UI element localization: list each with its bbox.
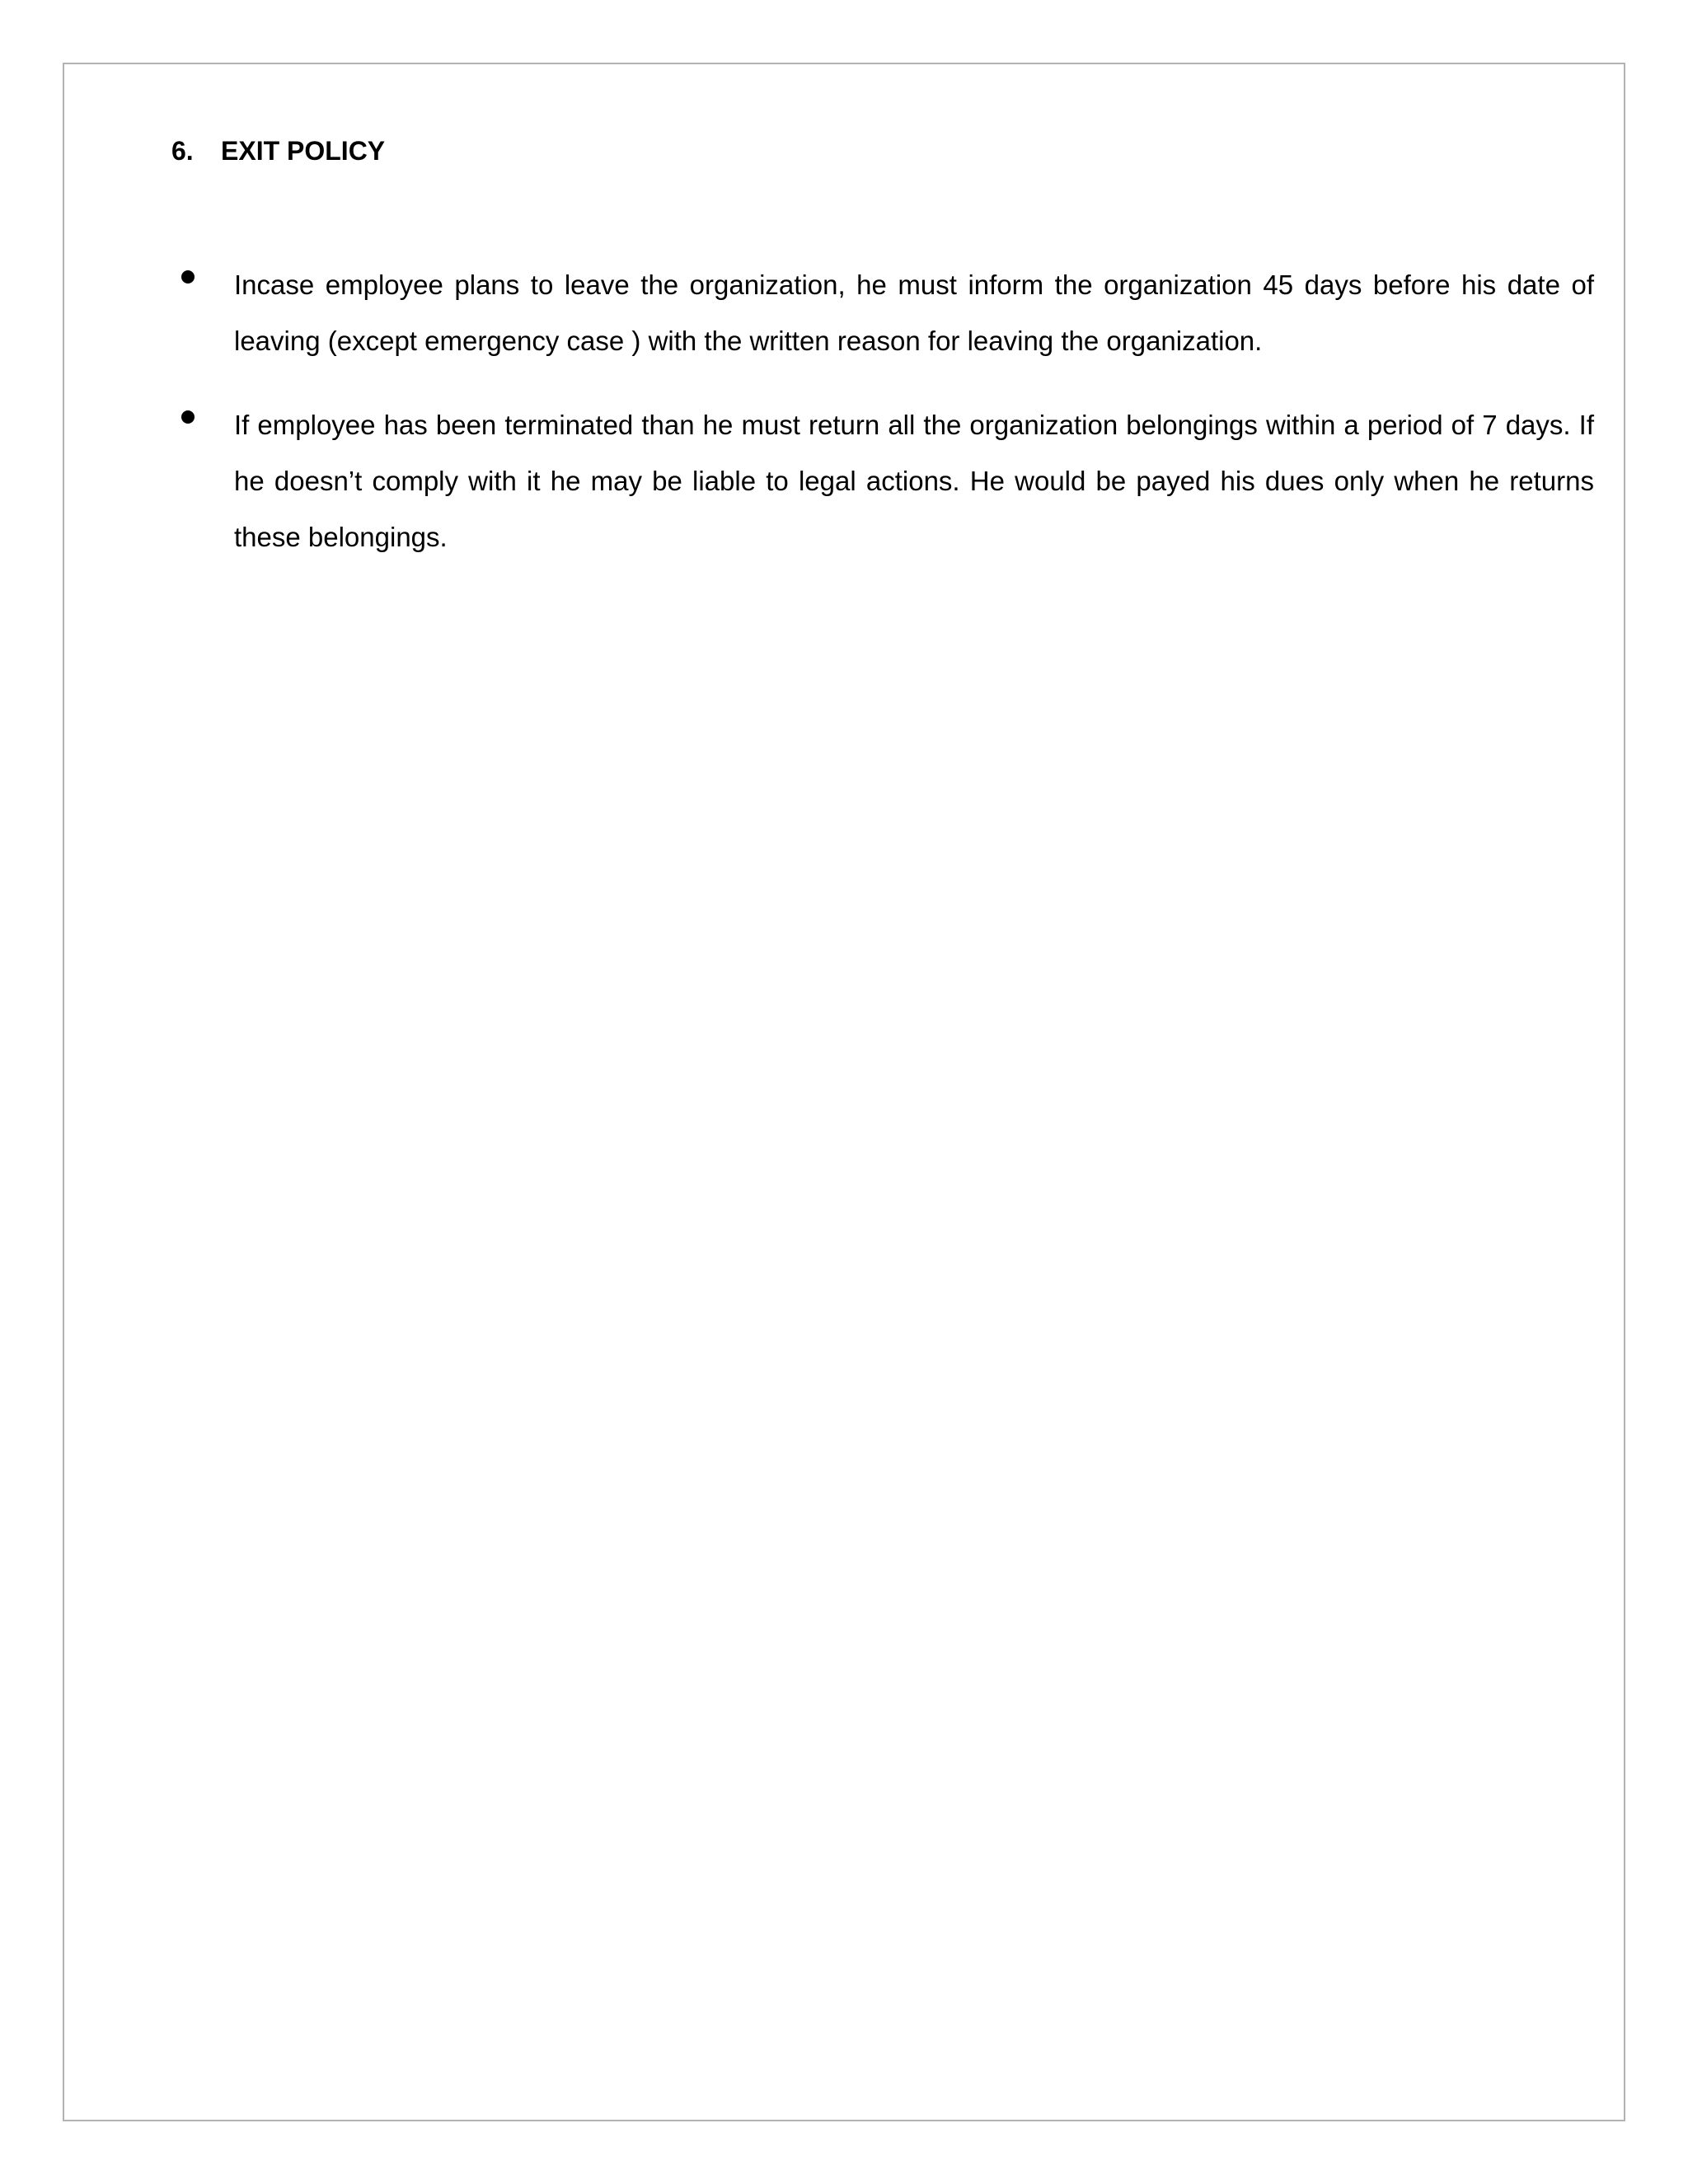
bullet-text: Incase employee plans to leave the organization, he must inform the organization 45 days before his date of leaving (except emergency case ) with the written reason for leaving the organization.	[234, 269, 1594, 356]
section-title: EXIT POLICY	[221, 136, 386, 166]
bullet-text: If employee has been terminated than he must return all the organization belongings within a period of 7 days. If he doesn’t comply with it he may be liable to legal actions. He would be payed his dues only when he returns these belongings.	[234, 410, 1594, 552]
bullet-icon	[181, 270, 195, 284]
bullet-icon	[181, 410, 195, 424]
section-heading	[171, 134, 385, 167]
section-number: 6.	[171, 136, 194, 166]
page-border	[63, 63, 1625, 2121]
